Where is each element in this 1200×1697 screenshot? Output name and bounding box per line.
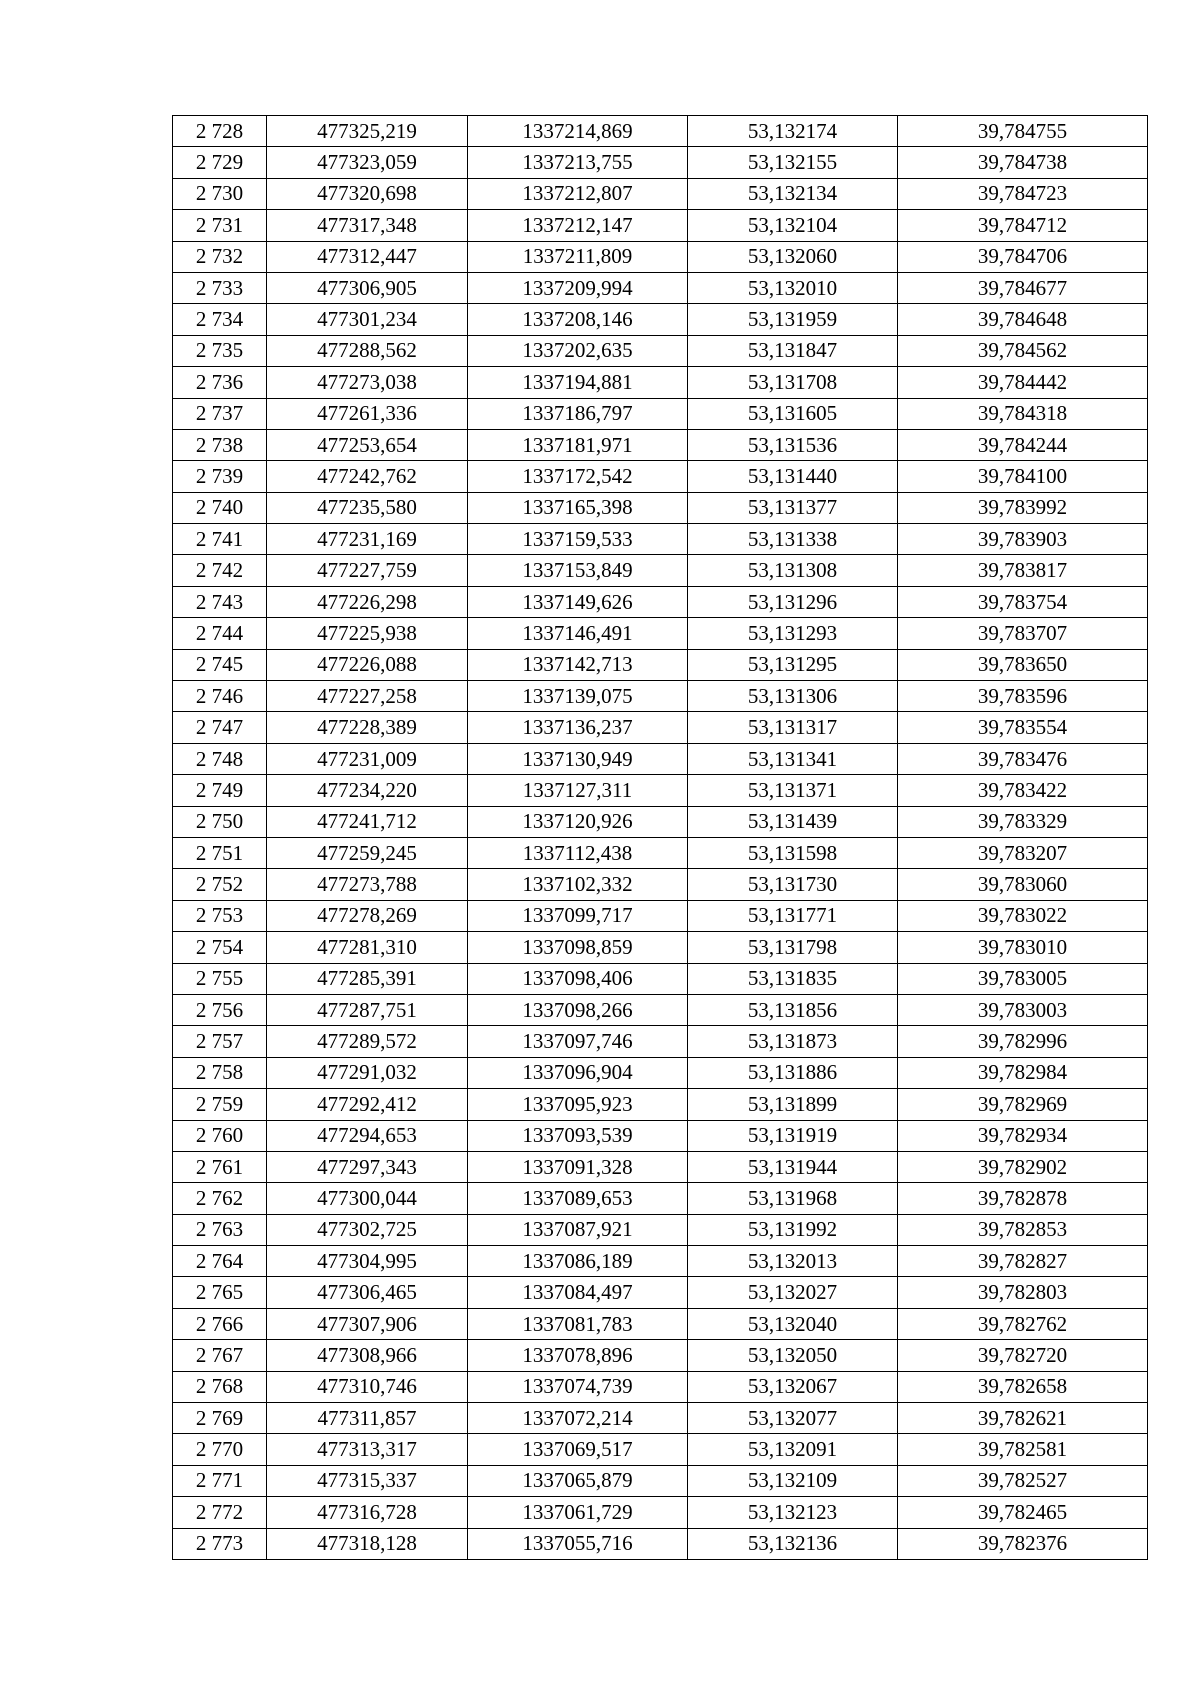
y-coordinate-cell: 1337194,881 (468, 367, 688, 398)
y-coordinate-cell: 1337072,214 (468, 1403, 688, 1434)
longitude-cell: 39,782720 (898, 1340, 1148, 1371)
point-number-cell: 2 736 (173, 367, 267, 398)
table-row (173, 1371, 1148, 1402)
point-number-cell: 2 739 (173, 461, 267, 492)
y-coordinate-cell: 1337098,406 (468, 963, 688, 994)
y-coordinate-cell: 1337112,438 (468, 837, 688, 868)
x-coordinate-cell: 477228,389 (267, 712, 468, 743)
table-row (173, 178, 1148, 209)
latitude-cell: 53,132091 (688, 1434, 898, 1465)
longitude-cell: 39,784100 (898, 461, 1148, 492)
latitude-cell: 53,131873 (688, 1026, 898, 1057)
x-coordinate-cell: 477227,759 (267, 555, 468, 586)
latitude-cell: 53,131798 (688, 932, 898, 963)
x-coordinate-cell: 477312,447 (267, 241, 468, 272)
table-row (173, 1308, 1148, 1339)
table-row (173, 1465, 1148, 1496)
x-coordinate-cell: 477288,562 (267, 335, 468, 366)
longitude-cell: 39,782803 (898, 1277, 1148, 1308)
latitude-cell: 53,132027 (688, 1277, 898, 1308)
longitude-cell: 39,782762 (898, 1308, 1148, 1339)
point-number-cell: 2 761 (173, 1151, 267, 1182)
y-coordinate-cell: 1337061,729 (468, 1497, 688, 1528)
longitude-cell: 39,782376 (898, 1528, 1148, 1559)
x-coordinate-cell: 477301,234 (267, 304, 468, 335)
table-row (173, 1151, 1148, 1182)
latitude-cell: 53,131598 (688, 837, 898, 868)
point-number-cell: 2 757 (173, 1026, 267, 1057)
table-row (173, 649, 1148, 680)
longitude-cell: 39,783476 (898, 743, 1148, 774)
table-row (173, 900, 1148, 931)
latitude-cell: 53,132013 (688, 1246, 898, 1277)
y-coordinate-cell: 1337091,328 (468, 1151, 688, 1182)
x-coordinate-cell: 477291,032 (267, 1057, 468, 1088)
latitude-cell: 53,131605 (688, 398, 898, 429)
y-coordinate-cell: 1337086,189 (468, 1246, 688, 1277)
y-coordinate-cell: 1337093,539 (468, 1120, 688, 1151)
longitude-cell: 39,784244 (898, 429, 1148, 460)
latitude-cell: 53,131992 (688, 1214, 898, 1245)
point-number-cell: 2 763 (173, 1214, 267, 1245)
latitude-cell: 53,132060 (688, 241, 898, 272)
y-coordinate-cell: 1337202,635 (468, 335, 688, 366)
y-coordinate-cell: 1337098,859 (468, 932, 688, 963)
x-coordinate-cell: 477225,938 (267, 618, 468, 649)
point-number-cell: 2 773 (173, 1528, 267, 1559)
y-coordinate-cell: 1337069,517 (468, 1434, 688, 1465)
x-coordinate-cell: 477310,746 (267, 1371, 468, 1402)
x-coordinate-cell: 477294,653 (267, 1120, 468, 1151)
table-row (173, 681, 1148, 712)
x-coordinate-cell: 477278,269 (267, 900, 468, 931)
point-number-cell: 2 744 (173, 618, 267, 649)
longitude-cell: 39,782827 (898, 1246, 1148, 1277)
y-coordinate-cell: 1337102,332 (468, 869, 688, 900)
y-coordinate-cell: 1337146,491 (468, 618, 688, 649)
longitude-cell: 39,783596 (898, 681, 1148, 712)
x-coordinate-cell: 477323,059 (267, 147, 468, 178)
point-number-cell: 2 769 (173, 1403, 267, 1434)
y-coordinate-cell: 1337087,921 (468, 1214, 688, 1245)
longitude-cell: 39,783422 (898, 775, 1148, 806)
y-coordinate-cell: 1337213,755 (468, 147, 688, 178)
latitude-cell: 53,132174 (688, 116, 898, 147)
x-coordinate-cell: 477300,044 (267, 1183, 468, 1214)
table-row (173, 1183, 1148, 1214)
latitude-cell: 53,131377 (688, 492, 898, 523)
x-coordinate-cell: 477273,788 (267, 869, 468, 900)
x-coordinate-cell: 477297,343 (267, 1151, 468, 1182)
latitude-cell: 53,131341 (688, 743, 898, 774)
longitude-cell: 39,782996 (898, 1026, 1148, 1057)
x-coordinate-cell: 477226,298 (267, 586, 468, 617)
latitude-cell: 53,131847 (688, 335, 898, 366)
table-row (173, 775, 1148, 806)
point-number-cell: 2 760 (173, 1120, 267, 1151)
point-number-cell: 2 771 (173, 1465, 267, 1496)
longitude-cell: 39,782581 (898, 1434, 1148, 1465)
point-number-cell: 2 765 (173, 1277, 267, 1308)
point-number-cell: 2 754 (173, 932, 267, 963)
y-coordinate-cell: 1337172,542 (468, 461, 688, 492)
table-row (173, 429, 1148, 460)
point-number-cell: 2 768 (173, 1371, 267, 1402)
table-row (173, 335, 1148, 366)
longitude-cell: 39,783903 (898, 524, 1148, 555)
latitude-cell: 53,131295 (688, 649, 898, 680)
y-coordinate-cell: 1337142,713 (468, 649, 688, 680)
table-row (173, 367, 1148, 398)
y-coordinate-cell: 1337089,653 (468, 1183, 688, 1214)
point-number-cell: 2 766 (173, 1308, 267, 1339)
y-coordinate-cell: 1337159,533 (468, 524, 688, 555)
y-coordinate-cell: 1337097,746 (468, 1026, 688, 1057)
x-coordinate-cell: 477289,572 (267, 1026, 468, 1057)
latitude-cell: 53,131968 (688, 1183, 898, 1214)
longitude-cell: 39,784318 (898, 398, 1148, 429)
table-row (173, 932, 1148, 963)
table-row (173, 1120, 1148, 1151)
x-coordinate-cell: 477307,906 (267, 1308, 468, 1339)
table-row (173, 994, 1148, 1025)
y-coordinate-cell: 1337127,311 (468, 775, 688, 806)
latitude-cell: 53,131536 (688, 429, 898, 460)
table-row (173, 398, 1148, 429)
table-row (173, 1026, 1148, 1057)
latitude-cell: 53,132155 (688, 147, 898, 178)
longitude-cell: 39,783207 (898, 837, 1148, 868)
table-row (173, 272, 1148, 303)
point-number-cell: 2 767 (173, 1340, 267, 1371)
x-coordinate-cell: 477320,698 (267, 178, 468, 209)
x-coordinate-cell: 477242,762 (267, 461, 468, 492)
x-coordinate-cell: 477273,038 (267, 367, 468, 398)
table-row (173, 524, 1148, 555)
table-row (173, 1497, 1148, 1528)
table-row (173, 1403, 1148, 1434)
point-number-cell: 2 741 (173, 524, 267, 555)
x-coordinate-cell: 477253,654 (267, 429, 468, 460)
latitude-cell: 53,131293 (688, 618, 898, 649)
longitude-cell: 39,784723 (898, 178, 1148, 209)
latitude-cell: 53,131306 (688, 681, 898, 712)
y-coordinate-cell: 1337165,398 (468, 492, 688, 523)
longitude-cell: 39,782465 (898, 1497, 1148, 1528)
table-row (173, 147, 1148, 178)
longitude-cell: 39,783329 (898, 806, 1148, 837)
table-row (173, 1277, 1148, 1308)
latitude-cell: 53,131771 (688, 900, 898, 931)
point-number-cell: 2 735 (173, 335, 267, 366)
y-coordinate-cell: 1337139,075 (468, 681, 688, 712)
latitude-cell: 53,132010 (688, 272, 898, 303)
longitude-cell: 39,784738 (898, 147, 1148, 178)
table-row (173, 712, 1148, 743)
table-row (173, 555, 1148, 586)
y-coordinate-cell: 1337186,797 (468, 398, 688, 429)
table-row (173, 116, 1148, 147)
x-coordinate-cell: 477302,725 (267, 1214, 468, 1245)
latitude-cell: 53,132067 (688, 1371, 898, 1402)
point-number-cell: 2 758 (173, 1057, 267, 1088)
longitude-cell: 39,784677 (898, 272, 1148, 303)
x-coordinate-cell: 477287,751 (267, 994, 468, 1025)
x-coordinate-cell: 477318,128 (267, 1528, 468, 1559)
point-number-cell: 2 730 (173, 178, 267, 209)
point-number-cell: 2 734 (173, 304, 267, 335)
latitude-cell: 53,132109 (688, 1465, 898, 1496)
latitude-cell: 53,131317 (688, 712, 898, 743)
x-coordinate-cell: 477281,310 (267, 932, 468, 963)
point-number-cell: 2 729 (173, 147, 267, 178)
latitude-cell: 53,131296 (688, 586, 898, 617)
x-coordinate-cell: 477259,245 (267, 837, 468, 868)
table-row (173, 837, 1148, 868)
y-coordinate-cell: 1337208,146 (468, 304, 688, 335)
y-coordinate-cell: 1337074,739 (468, 1371, 688, 1402)
point-number-cell: 2 749 (173, 775, 267, 806)
y-coordinate-cell: 1337149,626 (468, 586, 688, 617)
longitude-cell: 39,782527 (898, 1465, 1148, 1496)
x-coordinate-cell: 477308,966 (267, 1340, 468, 1371)
latitude-cell: 53,131730 (688, 869, 898, 900)
y-coordinate-cell: 1337212,147 (468, 210, 688, 241)
latitude-cell: 53,132104 (688, 210, 898, 241)
x-coordinate-cell: 477227,258 (267, 681, 468, 712)
longitude-cell: 39,783060 (898, 869, 1148, 900)
point-number-cell: 2 728 (173, 116, 267, 147)
x-coordinate-cell: 477231,169 (267, 524, 468, 555)
x-coordinate-cell: 477226,088 (267, 649, 468, 680)
longitude-cell: 39,784755 (898, 116, 1148, 147)
table-row (173, 1246, 1148, 1277)
y-coordinate-cell: 1337153,849 (468, 555, 688, 586)
latitude-cell: 53,131338 (688, 524, 898, 555)
y-coordinate-cell: 1337211,809 (468, 241, 688, 272)
longitude-cell: 39,782658 (898, 1371, 1148, 1402)
x-coordinate-cell: 477234,220 (267, 775, 468, 806)
latitude-cell: 53,131308 (688, 555, 898, 586)
point-number-cell: 2 752 (173, 869, 267, 900)
table-row (173, 241, 1148, 272)
point-number-cell: 2 770 (173, 1434, 267, 1465)
longitude-cell: 39,782984 (898, 1057, 1148, 1088)
y-coordinate-cell: 1337081,783 (468, 1308, 688, 1339)
point-number-cell: 2 743 (173, 586, 267, 617)
x-coordinate-cell: 477292,412 (267, 1089, 468, 1120)
longitude-cell: 39,782853 (898, 1214, 1148, 1245)
table-row (173, 869, 1148, 900)
point-number-cell: 2 746 (173, 681, 267, 712)
x-coordinate-cell: 477306,465 (267, 1277, 468, 1308)
longitude-cell: 39,784648 (898, 304, 1148, 335)
latitude-cell: 53,131835 (688, 963, 898, 994)
x-coordinate-cell: 477231,009 (267, 743, 468, 774)
y-coordinate-cell: 1337084,497 (468, 1277, 688, 1308)
point-number-cell: 2 740 (173, 492, 267, 523)
y-coordinate-cell: 1337095,923 (468, 1089, 688, 1120)
latitude-cell: 53,131439 (688, 806, 898, 837)
longitude-cell: 39,783554 (898, 712, 1148, 743)
point-number-cell: 2 764 (173, 1246, 267, 1277)
table-row (173, 1434, 1148, 1465)
longitude-cell: 39,784562 (898, 335, 1148, 366)
x-coordinate-cell: 477235,580 (267, 492, 468, 523)
y-coordinate-cell: 1337096,904 (468, 1057, 688, 1088)
longitude-cell: 39,784706 (898, 241, 1148, 272)
table-row (173, 963, 1148, 994)
table-row (173, 586, 1148, 617)
y-coordinate-cell: 1337078,896 (468, 1340, 688, 1371)
latitude-cell: 53,131886 (688, 1057, 898, 1088)
point-number-cell: 2 756 (173, 994, 267, 1025)
table-row (173, 743, 1148, 774)
point-number-cell: 2 747 (173, 712, 267, 743)
y-coordinate-cell: 1337136,237 (468, 712, 688, 743)
longitude-cell: 39,782969 (898, 1089, 1148, 1120)
longitude-cell: 39,783005 (898, 963, 1148, 994)
longitude-cell: 39,783003 (898, 994, 1148, 1025)
longitude-cell: 39,782902 (898, 1151, 1148, 1182)
table-row (173, 210, 1148, 241)
x-coordinate-cell: 477316,728 (267, 1497, 468, 1528)
table-row (173, 1057, 1148, 1088)
table-row (173, 806, 1148, 837)
latitude-cell: 53,131440 (688, 461, 898, 492)
latitude-cell: 53,132050 (688, 1340, 898, 1371)
table-row (173, 618, 1148, 649)
x-coordinate-cell: 477285,391 (267, 963, 468, 994)
table-row (173, 461, 1148, 492)
latitude-cell: 53,131899 (688, 1089, 898, 1120)
longitude-cell: 39,783650 (898, 649, 1148, 680)
latitude-cell: 53,132040 (688, 1308, 898, 1339)
latitude-cell: 53,131708 (688, 367, 898, 398)
y-coordinate-cell: 1337099,717 (468, 900, 688, 931)
point-number-cell: 2 755 (173, 963, 267, 994)
table-row (173, 1214, 1148, 1245)
point-number-cell: 2 748 (173, 743, 267, 774)
latitude-cell: 53,131856 (688, 994, 898, 1025)
x-coordinate-cell: 477311,857 (267, 1403, 468, 1434)
longitude-cell: 39,783992 (898, 492, 1148, 523)
table-row (173, 1089, 1148, 1120)
y-coordinate-cell: 1337181,971 (468, 429, 688, 460)
longitude-cell: 39,783707 (898, 618, 1148, 649)
point-number-cell: 2 750 (173, 806, 267, 837)
longitude-cell: 39,784442 (898, 367, 1148, 398)
longitude-cell: 39,783010 (898, 932, 1148, 963)
point-number-cell: 2 745 (173, 649, 267, 680)
x-coordinate-cell: 477241,712 (267, 806, 468, 837)
point-number-cell: 2 762 (173, 1183, 267, 1214)
point-number-cell: 2 759 (173, 1089, 267, 1120)
longitude-cell: 39,782878 (898, 1183, 1148, 1214)
point-number-cell: 2 737 (173, 398, 267, 429)
point-number-cell: 2 772 (173, 1497, 267, 1528)
y-coordinate-cell: 1337214,869 (468, 116, 688, 147)
longitude-cell: 39,782621 (898, 1403, 1148, 1434)
point-number-cell: 2 742 (173, 555, 267, 586)
latitude-cell: 53,131959 (688, 304, 898, 335)
latitude-cell: 53,132136 (688, 1528, 898, 1559)
x-coordinate-cell: 477306,905 (267, 272, 468, 303)
point-number-cell: 2 732 (173, 241, 267, 272)
latitude-cell: 53,132134 (688, 178, 898, 209)
latitude-cell: 53,131371 (688, 775, 898, 806)
table-row (173, 304, 1148, 335)
x-coordinate-cell: 477261,336 (267, 398, 468, 429)
x-coordinate-cell: 477315,337 (267, 1465, 468, 1496)
table-row (173, 1340, 1148, 1371)
latitude-cell: 53,131919 (688, 1120, 898, 1151)
point-number-cell: 2 733 (173, 272, 267, 303)
table-row (173, 1528, 1148, 1559)
point-number-cell: 2 753 (173, 900, 267, 931)
longitude-cell: 39,783022 (898, 900, 1148, 931)
longitude-cell: 39,782934 (898, 1120, 1148, 1151)
point-number-cell: 2 751 (173, 837, 267, 868)
latitude-cell: 53,132077 (688, 1403, 898, 1434)
point-number-cell: 2 731 (173, 210, 267, 241)
x-coordinate-cell: 477304,995 (267, 1246, 468, 1277)
y-coordinate-cell: 1337209,994 (468, 272, 688, 303)
coordinates-table (172, 115, 1148, 1560)
latitude-cell: 53,132123 (688, 1497, 898, 1528)
longitude-cell: 39,784712 (898, 210, 1148, 241)
latitude-cell: 53,131944 (688, 1151, 898, 1182)
x-coordinate-cell: 477317,348 (267, 210, 468, 241)
y-coordinate-cell: 1337120,926 (468, 806, 688, 837)
longitude-cell: 39,783817 (898, 555, 1148, 586)
coordinates-table-body (173, 116, 1148, 1560)
y-coordinate-cell: 1337212,807 (468, 178, 688, 209)
y-coordinate-cell: 1337130,949 (468, 743, 688, 774)
y-coordinate-cell: 1337098,266 (468, 994, 688, 1025)
x-coordinate-cell: 477325,219 (267, 116, 468, 147)
y-coordinate-cell: 1337065,879 (468, 1465, 688, 1496)
longitude-cell: 39,783754 (898, 586, 1148, 617)
point-number-cell: 2 738 (173, 429, 267, 460)
table-row (173, 492, 1148, 523)
x-coordinate-cell: 477313,317 (267, 1434, 468, 1465)
y-coordinate-cell: 1337055,716 (468, 1528, 688, 1559)
